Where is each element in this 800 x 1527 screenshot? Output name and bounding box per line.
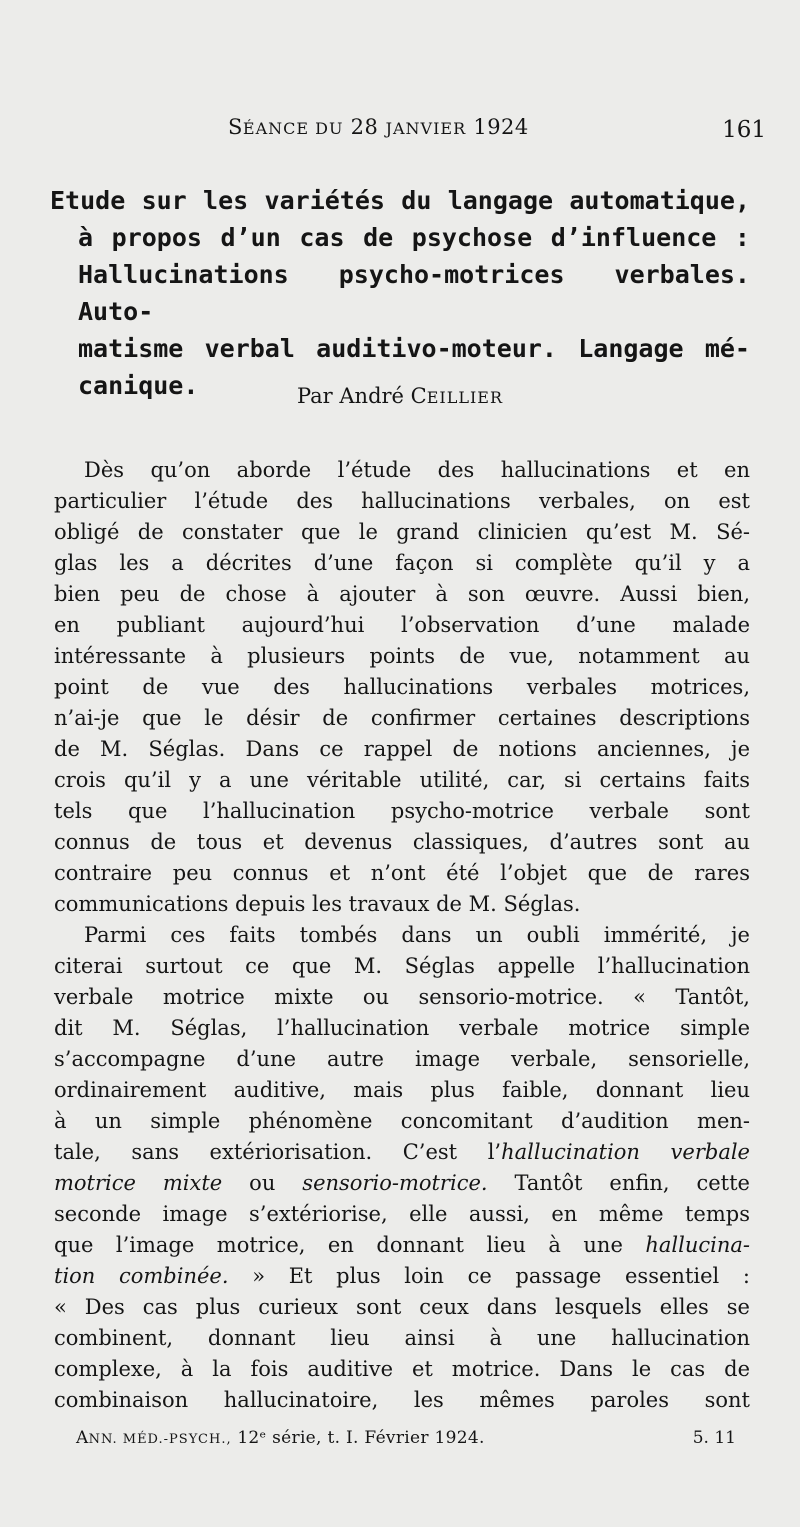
body-text: que l’image motrice, en donnant lieu à une [54, 1233, 646, 1257]
body-text: combinaison hallucinatoire, les mêmes paroles sont [54, 1388, 750, 1412]
citation-rest: 12ᵉ série, t. I. Février 1924. [231, 1428, 485, 1448]
body-text: connus de tous et devenus classiques, d’autres sont au [54, 830, 750, 854]
body-line [54, 1385, 750, 1416]
body-text: obligé de constater que le grand clinicien qu’est M. Sé- [54, 520, 750, 544]
body-line [54, 1075, 750, 1106]
running-head-initial: S [228, 115, 243, 139]
italic-term: hallucina- [645, 1233, 750, 1257]
body-line [54, 1230, 750, 1261]
body-line [54, 796, 750, 827]
body-text: particulier l’étude des hallucinations verbales, on est [54, 489, 750, 513]
body-text: contraire peu connus et n’ont été l’objet que de rares [54, 861, 750, 885]
body-text: « Des cas plus curieux sont ceux dans lesquels elles se [54, 1295, 750, 1319]
body-line [54, 517, 750, 548]
body-text: de M. Séglas. Dans ce rappel de notions anciennes, je [54, 737, 750, 761]
author-initial: C [410, 384, 427, 408]
body-line [54, 1168, 750, 1199]
body-text: bien peu de chose à ajouter à son œuvre. Aussi bien, [54, 582, 750, 606]
body-line [54, 486, 750, 517]
body-line [54, 1261, 750, 1292]
body-text: Tantôt enfin, cette [487, 1171, 750, 1195]
body-text: à un simple phénomène concomitant d’audition men- [54, 1109, 750, 1133]
author-prefix: Par André [296, 384, 411, 408]
title-line: Hallucinations psycho-motrices verbales. Auto- [78, 260, 750, 326]
article-title [50, 182, 750, 404]
body-line [54, 858, 750, 889]
citation-smallcaps: NN. MÉD.-PSYCH., [88, 1432, 232, 1447]
body-text: point de vue des hallucinations verbales motrices, [54, 675, 750, 699]
body-text: » Et plus loin ce passage essentiel : [228, 1264, 750, 1288]
body-line [54, 734, 750, 765]
page-footer [76, 1428, 756, 1456]
body-text: citerai surtout ce que M. Séglas appelle l’hallucination [54, 954, 750, 978]
body-text: seconde image s’extériorise, elle aussi, en même temps [54, 1202, 750, 1226]
italic-term: tion combinée. [54, 1264, 229, 1288]
body-line [54, 765, 750, 796]
body-text: crois qu’il y a une véritable utilité, car, si certains faits [54, 768, 750, 792]
body-line [54, 1044, 750, 1075]
body-line [54, 1354, 750, 1385]
citation-initial: A [76, 1428, 89, 1448]
running-head-month: JANVIER [385, 119, 467, 138]
body-line [54, 1323, 750, 1354]
body-text: ordinairement auditive, mais plus faible, donnant lieu [54, 1078, 750, 1102]
body-line [54, 548, 750, 579]
body-line [54, 610, 750, 641]
body-line [54, 1137, 750, 1168]
page-header [0, 115, 800, 145]
author-line [0, 384, 800, 408]
body-line [54, 672, 750, 703]
body-line [54, 920, 750, 951]
body-text: complexe, à la fois auditive et motrice. Dans le cas de [54, 1357, 750, 1381]
body-text: glas les a décrites d’une façon si complète qu’il y a [54, 551, 750, 575]
body-text: Parmi ces faits tombés dans un oubli immérité, je [84, 923, 750, 947]
body-line [54, 1292, 750, 1323]
title-line: à propos d’un cas de psychose d’influence : [78, 223, 750, 252]
title-line: Etude sur les variétés du langage automatique, [50, 186, 750, 215]
body-text: tels que l’hallucination psycho-motrice verbale sont [54, 799, 750, 823]
signature-mark: 5. 11 [692, 1428, 736, 1448]
body-text: s’accompagne d’une autre image verbale, sensorielle, [54, 1047, 750, 1071]
body-text: en publiant aujourd’hui l’observation d’une malade [54, 613, 750, 637]
body-text: dit M. Séglas, l’hallucination verbale motrice simple [54, 1016, 750, 1040]
body-text: verbale motrice mixte ou sensorio-motrice. « Tantôt, [54, 985, 750, 1009]
journal-citation [76, 1428, 485, 1448]
body-line [54, 703, 750, 734]
body-text: n’ai-je que le désir de confirmer certaines descriptions [54, 706, 750, 730]
body-text: Dès qu’on aborde l’étude des hallucinations et en [84, 458, 750, 482]
running-head [228, 115, 529, 139]
italic-term: motrice mixte [54, 1171, 223, 1195]
body-line [54, 455, 750, 486]
body-text: combinent, donnant lieu ainsi à une hallucination [54, 1326, 750, 1350]
body-line [54, 951, 750, 982]
body-line [54, 889, 750, 920]
running-head-year: 1924 [473, 115, 529, 139]
body-text: ou [222, 1171, 303, 1195]
body-line [54, 641, 750, 672]
body-line [54, 1106, 750, 1137]
body-line [54, 827, 750, 858]
body-text: tale, sans extériorisation. C’est l’ [54, 1140, 502, 1164]
author-name-smallcaps: EILLIER [426, 388, 504, 407]
body-line [54, 982, 750, 1013]
body-line [54, 1199, 750, 1230]
article-body [54, 455, 750, 1416]
title-line: canique. [78, 371, 199, 400]
running-head-date: 28 [350, 115, 379, 139]
page-number: 161 [722, 117, 766, 143]
body-text: intéressante à plusieurs points de vue, notamment au [54, 644, 750, 668]
body-text: communications depuis les travaux de M. Séglas. [54, 892, 581, 916]
italic-term: hallucination verbale [501, 1140, 750, 1164]
italic-term: sensorio-motrice. [302, 1171, 488, 1195]
running-head-smallcaps: ÉANCE DU [242, 119, 344, 138]
body-line [54, 579, 750, 610]
body-line [54, 1013, 750, 1044]
title-line: matisme verbal auditivo-moteur. Langage mé- [78, 334, 750, 363]
